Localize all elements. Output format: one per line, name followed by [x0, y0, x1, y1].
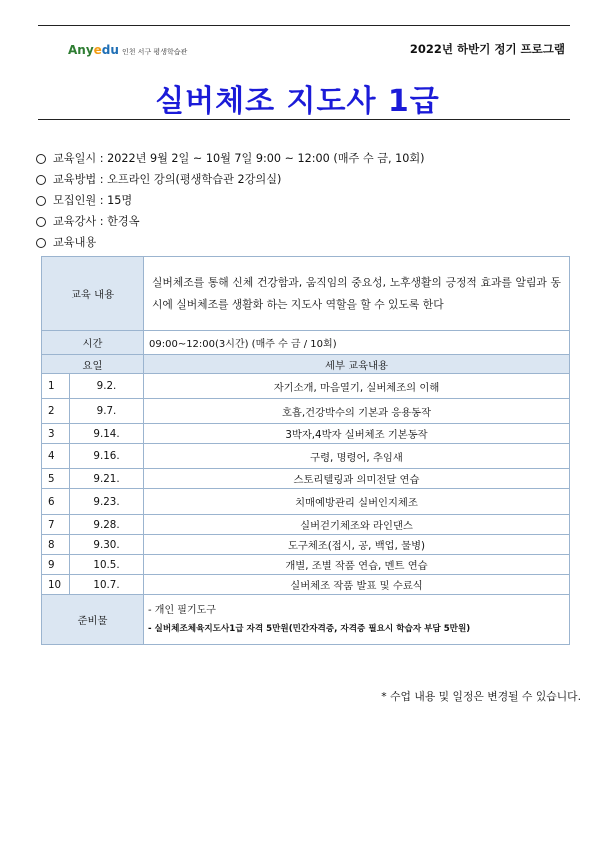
row-date: 10.5. — [70, 555, 144, 575]
logo-part-3: du — [101, 43, 119, 57]
table-row — [42, 444, 570, 469]
info-list — [36, 148, 425, 253]
header-row — [42, 355, 570, 374]
logo-subtitle: 인천 서구 평생학습관 — [121, 47, 188, 56]
info-item-method — [36, 169, 425, 190]
title-divider — [38, 119, 570, 120]
row-detail: 스토리텔링과 의미전달 연습 — [144, 469, 570, 489]
table-row — [42, 469, 570, 489]
content-text: 실버체조를 통해 신체 건강함과, 움직임의 중요성, 노후생활의 긍정적 효과를 알림과 동시에 실버체조를 생활화 하는 지도사 역할을 할 수 있도록 한다 — [144, 257, 570, 331]
info-text: 교육내용 — [53, 236, 97, 249]
row-number: 7 — [42, 515, 70, 535]
row-date: 9.23. — [70, 489, 144, 515]
row-detail: 치매예방관리 실버인지체조 — [144, 489, 570, 515]
anyedu-logo — [68, 40, 187, 60]
content-label: 교육 내용 — [42, 257, 144, 331]
row-detail: 자기소개, 마음열기, 실버체조의 이해 — [144, 374, 570, 399]
info-item-capacity — [36, 190, 425, 211]
logo-part-2: e — [93, 43, 102, 57]
prep-item-certificate: - 실버체조체육지도사1급 자격 5만원(민간자격증, 자격증 필요시 학습자 부담 5만원) — [148, 623, 471, 634]
row-number: 8 — [42, 535, 70, 555]
row-number: 6 — [42, 489, 70, 515]
circle-bullet-icon — [36, 217, 46, 227]
row-number: 10 — [42, 575, 70, 595]
row-number: 5 — [42, 469, 70, 489]
circle-bullet-icon — [36, 196, 46, 206]
row-date: 9.28. — [70, 515, 144, 535]
info-text: 교육방법 : 오프라인 강의(평생학습관 2강의실) — [53, 173, 282, 186]
row-detail: 실버체조 작품 발표 및 수료식 — [144, 575, 570, 595]
prep-label: 준비물 — [42, 595, 144, 645]
schedule-table — [41, 256, 570, 645]
content-row — [42, 257, 570, 331]
row-number: 3 — [42, 424, 70, 444]
time-row — [42, 331, 570, 355]
circle-bullet-icon — [36, 154, 46, 164]
row-date: 9.21. — [70, 469, 144, 489]
row-detail: 도구체조(접시, 공, 백업, 물병) — [144, 535, 570, 555]
footnote: * 수업 내용 및 일정은 변경될 수 있습니다. — [381, 690, 581, 703]
table-row — [42, 489, 570, 515]
prep-item-stationery: - 개인 필기도구 — [148, 604, 216, 616]
circle-bullet-icon — [36, 175, 46, 185]
row-date: 10.7. — [70, 575, 144, 595]
table-row — [42, 424, 570, 444]
prep-row — [42, 595, 570, 645]
program-label: 2022년 하반기 정기 프로그램 — [409, 42, 565, 56]
row-detail: 호흡,건강박수의 기본과 응용동작 — [144, 399, 570, 424]
info-item-date — [36, 148, 425, 169]
table-row — [42, 535, 570, 555]
row-number: 2 — [42, 399, 70, 424]
info-item-content — [36, 232, 425, 253]
table-row — [42, 374, 570, 399]
row-date: 9.7. — [70, 399, 144, 424]
row-date: 9.2. — [70, 374, 144, 399]
table-row — [42, 515, 570, 535]
logo-part-1: Any — [68, 43, 94, 57]
info-text: 모집인원 : 15명 — [53, 194, 133, 207]
row-number: 1 — [42, 374, 70, 399]
row-number: 9 — [42, 555, 70, 575]
table-row — [42, 575, 570, 595]
prep-content — [144, 595, 570, 645]
logo-mark — [68, 43, 119, 57]
circle-bullet-icon — [36, 238, 46, 248]
row-date: 9.16. — [70, 444, 144, 469]
top-divider — [38, 25, 570, 26]
row-detail: 구령, 명령어, 추임새 — [144, 444, 570, 469]
table-row — [42, 555, 570, 575]
col-day-header: 요일 — [42, 355, 144, 374]
info-text: 교육강사 : 한경옥 — [53, 215, 140, 228]
time-label: 시간 — [42, 331, 144, 355]
info-text: 교육일시 : 2022년 9월 2일 ~ 10월 7일 9:00 ~ 12:00 (매주 수 금, 10회) — [53, 152, 425, 165]
row-number: 4 — [42, 444, 70, 469]
row-date: 9.30. — [70, 535, 144, 555]
table-row — [42, 399, 570, 424]
time-text: 09:00~12:00(3시간) (매주 수 금 / 10회) — [144, 331, 570, 355]
row-detail: 개별, 조별 작품 연습, 멘트 연습 — [144, 555, 570, 575]
col-detail-header: 세부 교육내용 — [144, 355, 570, 374]
row-date: 9.14. — [70, 424, 144, 444]
info-item-instructor — [36, 211, 425, 232]
page-title: 실버체조 지도사 1급 — [155, 84, 440, 119]
row-detail: 3박자,4박자 실버체조 기본동작 — [144, 424, 570, 444]
row-detail: 실버걷기체조와 라인댄스 — [144, 515, 570, 535]
